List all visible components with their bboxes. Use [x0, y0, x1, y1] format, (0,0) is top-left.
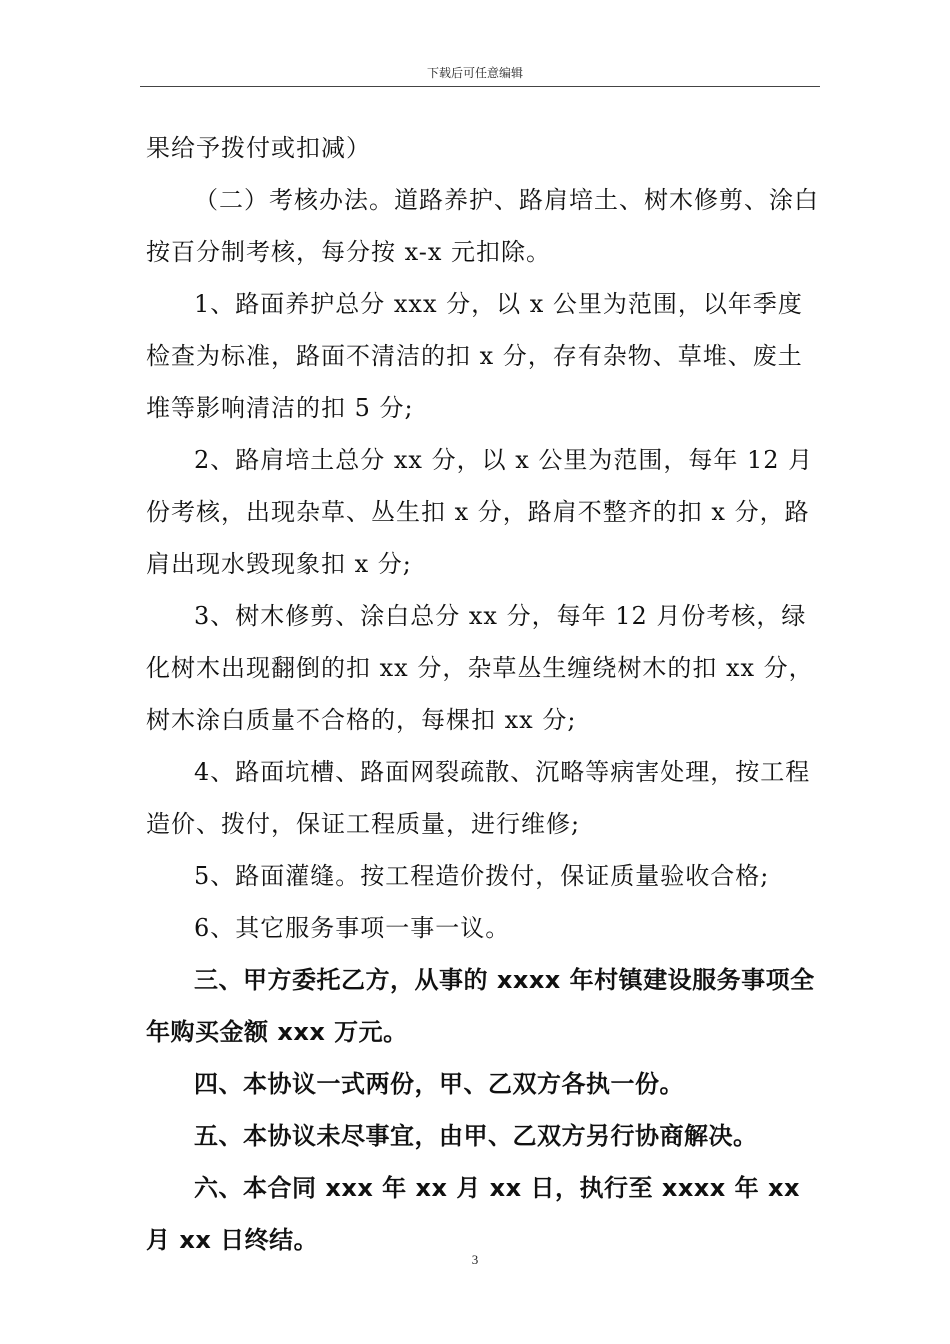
paragraph-item-1: 1、路面养护总分 xxx 分，以 x 公里为范围，以年季度检查为标准，路面不清洁的扣 x 分，存有杂物、草堆、废土堆等影响清洁的扣 5 分; [146, 290, 803, 422]
paragraph-item-2: 2、路肩培土总分 xx 分，以 x 公里为范围，每年 12 月份考核，出现杂草、丛生扣 x 分，路肩不整齐的扣 x 分，路肩出现水毁现象扣 x 分; [146, 446, 814, 578]
paragraph-item-5: 5、路面灌缝。按工程造价拨付，保证质量验收合格; [194, 862, 770, 890]
document-body [146, 122, 820, 1266]
clause-4: 四、本协议一式两份，甲、乙双方各执一份。 [194, 1070, 684, 1098]
clause-3: 三、甲方委托乙方，从事的 xxxx 年村镇建设服务事项全年购买金额 xxx 万元。 [146, 966, 815, 1046]
page-number: 3 [471, 1252, 479, 1267]
paragraph-item-6: 6、其它服务事项一事一议。 [194, 914, 511, 942]
paragraph-assessment-method: （二）考核办法。道路养护、路肩培土、树木修剪、涂白按百分制考核，每分按 x-x 元扣除。 [146, 186, 819, 266]
paragraph-item-4: 4、路面坑槽、路面网裂疏散、沉略等病害处理，按工程造价、拨付，保证工程质量，进行维修; [146, 758, 811, 838]
paragraph-continuation: 果给予拨付或扣减） [146, 134, 371, 162]
clause-6: 六、本合同 xxx 年 xx 月 xx 日，执行至 xxxx 年 xx 月 xx 日终结。 [146, 1174, 800, 1254]
header-rule [140, 86, 820, 87]
clause-5: 五、本协议未尽事宜，由甲、乙双方另行协商解决。 [194, 1122, 758, 1150]
paragraph-item-3: 3、树木修剪、涂白总分 xx 分，每年 12 月份考核，绿化树木出现翻倒的扣 xx 分，杂草丛生缠绕树木的扣 xx 分，树木涂白质量不合格的，每棵扣 xx 分; [146, 602, 814, 734]
page-header: 下载后可任意编辑 [426, 66, 523, 80]
